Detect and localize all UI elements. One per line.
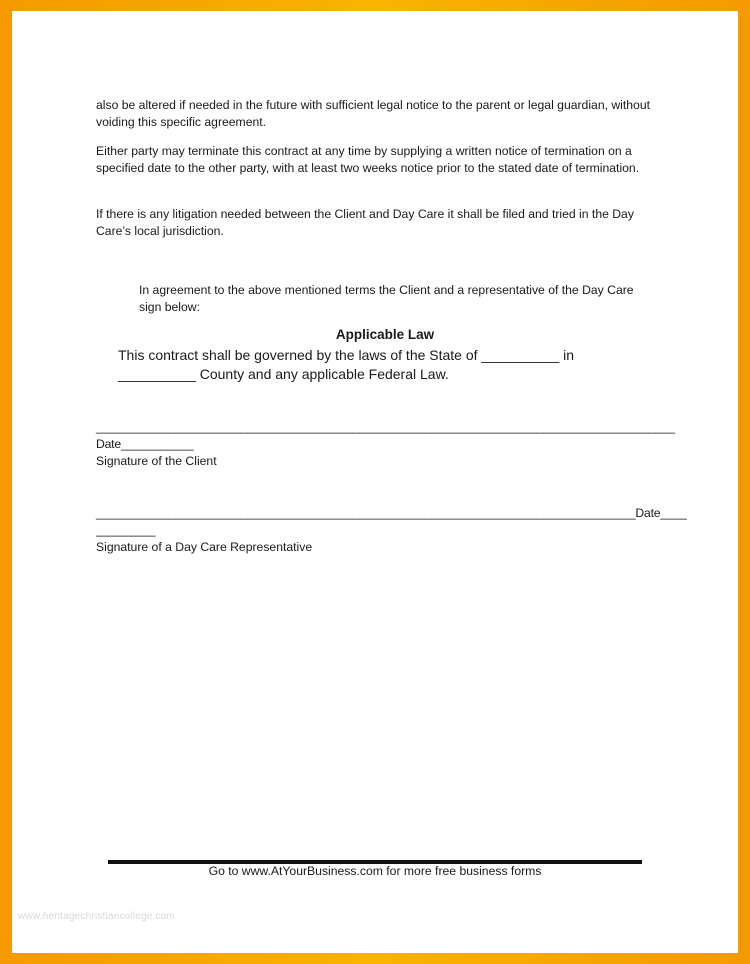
representative-signature-line: __________________________________________________________________________________Date____ bbox=[96, 506, 687, 520]
paragraph-termination: Either party may terminate this contract at any time by supplying a written notice of termination on a specified date to the other party, with at least two weeks notice prior to the stated date of termination. bbox=[96, 144, 640, 176]
watermark: www.heritagechristiancollege.com bbox=[18, 911, 176, 922]
representative-signature-label: Signature of a Day Care Representative bbox=[96, 540, 313, 554]
client-date-line: Date___________ bbox=[96, 437, 194, 451]
client-signature-label: Signature of the Client bbox=[96, 454, 217, 468]
document-page bbox=[12, 11, 738, 953]
representative-signature-line-continued: _________ bbox=[96, 523, 156, 537]
client-signature-block bbox=[96, 419, 675, 470]
paragraph-alteration: also be altered if needed in the future with sufficient legal notice to the parent or legal guardian, without voiding this specific agreement. bbox=[96, 98, 650, 130]
representative-signature-block bbox=[96, 505, 687, 556]
footer-text: Go to www.AtYourBusiness.com for more free business forms bbox=[208, 864, 542, 878]
applicable-law-heading: Applicable Law bbox=[335, 327, 435, 342]
paragraph-agreement: In agreement to the above mentioned terms the Client and a representative of the Day Care sign below: bbox=[139, 283, 634, 315]
applicable-law-text: This contract shall be governed by the laws of the State of __________ in __________ County and any applicable Federal Law. bbox=[118, 347, 575, 382]
paragraph-litigation: If there is any litigation needed between the Client and Day Care it shall be filed and tried in the Day Care’s local jurisdiction. bbox=[96, 207, 634, 239]
client-signature-line: ________________________________________________________________________________________ bbox=[96, 420, 675, 434]
